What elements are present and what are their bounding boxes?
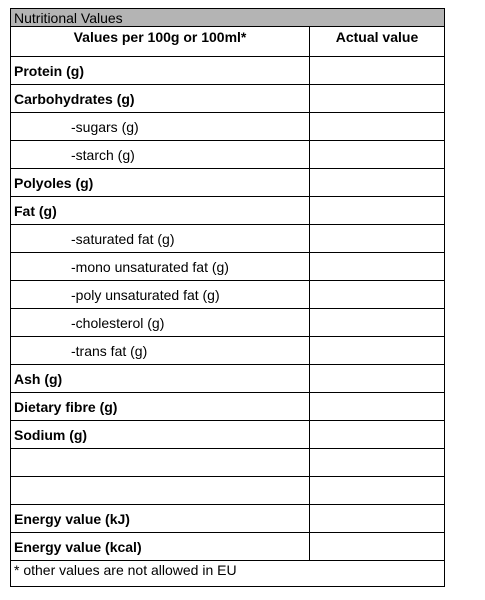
row-label-protein: Protein (g) [11, 57, 310, 85]
value-cell-mono-unsaturated-fat[interactable] [310, 253, 445, 281]
value-cell-trans-fat[interactable] [310, 337, 445, 365]
table-row [11, 477, 445, 505]
table-row [11, 141, 445, 169]
value-cell-saturated-fat[interactable] [310, 225, 445, 253]
table-row [11, 533, 445, 561]
row-label-ash: Ash (g) [11, 365, 310, 393]
value-cell-blank-1[interactable] [310, 449, 445, 477]
table-row [11, 449, 445, 477]
row-label-sodium: Sodium (g) [11, 421, 310, 449]
table-row [11, 421, 445, 449]
row-label-blank-1[interactable] [11, 449, 310, 477]
table-row [11, 85, 445, 113]
table-row [11, 113, 445, 141]
row-label-carbohydrates: Carbohydrates (g) [11, 85, 310, 113]
value-cell-energy-kj[interactable] [310, 505, 445, 533]
row-label-saturated-fat: -saturated fat (g) [11, 225, 310, 253]
table-title: Nutritional Values [11, 9, 445, 27]
nutrition-table [10, 8, 445, 587]
column-header-actual: Actual value [310, 27, 445, 57]
value-cell-polyoles[interactable] [310, 169, 445, 197]
row-label-energy-kj: Energy value (kJ) [11, 505, 310, 533]
value-cell-carbohydrates[interactable] [310, 85, 445, 113]
column-header-values: Values per 100g or 100ml* [11, 27, 310, 57]
table-row [11, 57, 445, 85]
table-row [11, 225, 445, 253]
value-cell-ash[interactable] [310, 365, 445, 393]
table-row [11, 197, 445, 225]
footnote: * other values are not allowed in EU [11, 561, 445, 587]
value-cell-starch[interactable] [310, 141, 445, 169]
row-label-poly-unsaturated-fat: -poly unsaturated fat (g) [11, 281, 310, 309]
value-cell-blank-2[interactable] [310, 477, 445, 505]
value-cell-energy-kcal[interactable] [310, 533, 445, 561]
row-label-energy-kcal: Energy value (kcal) [11, 533, 310, 561]
row-label-trans-fat: -trans fat (g) [11, 337, 310, 365]
footnote-row [11, 561, 445, 587]
table-title-row [11, 9, 445, 27]
row-label-sugars: -sugars (g) [11, 113, 310, 141]
row-label-mono-unsaturated-fat: -mono unsaturated fat (g) [11, 253, 310, 281]
value-cell-protein[interactable] [310, 57, 445, 85]
table-row [11, 365, 445, 393]
table-header-row [11, 27, 445, 57]
table-row [11, 393, 445, 421]
table-row [11, 309, 445, 337]
row-label-polyoles: Polyoles (g) [11, 169, 310, 197]
table-row [11, 505, 445, 533]
table-row [11, 337, 445, 365]
table-row [11, 253, 445, 281]
row-label-cholesterol: -cholesterol (g) [11, 309, 310, 337]
row-label-blank-2[interactable] [11, 477, 310, 505]
value-cell-sodium[interactable] [310, 421, 445, 449]
value-cell-fat[interactable] [310, 197, 445, 225]
value-cell-dietary-fibre[interactable] [310, 393, 445, 421]
table-row [11, 169, 445, 197]
row-label-starch: -starch (g) [11, 141, 310, 169]
row-label-dietary-fibre: Dietary fibre (g) [11, 393, 310, 421]
value-cell-poly-unsaturated-fat[interactable] [310, 281, 445, 309]
table-row [11, 281, 445, 309]
value-cell-cholesterol[interactable] [310, 309, 445, 337]
row-label-fat: Fat (g) [11, 197, 310, 225]
value-cell-sugars[interactable] [310, 113, 445, 141]
nutrition-sheet [10, 8, 444, 587]
